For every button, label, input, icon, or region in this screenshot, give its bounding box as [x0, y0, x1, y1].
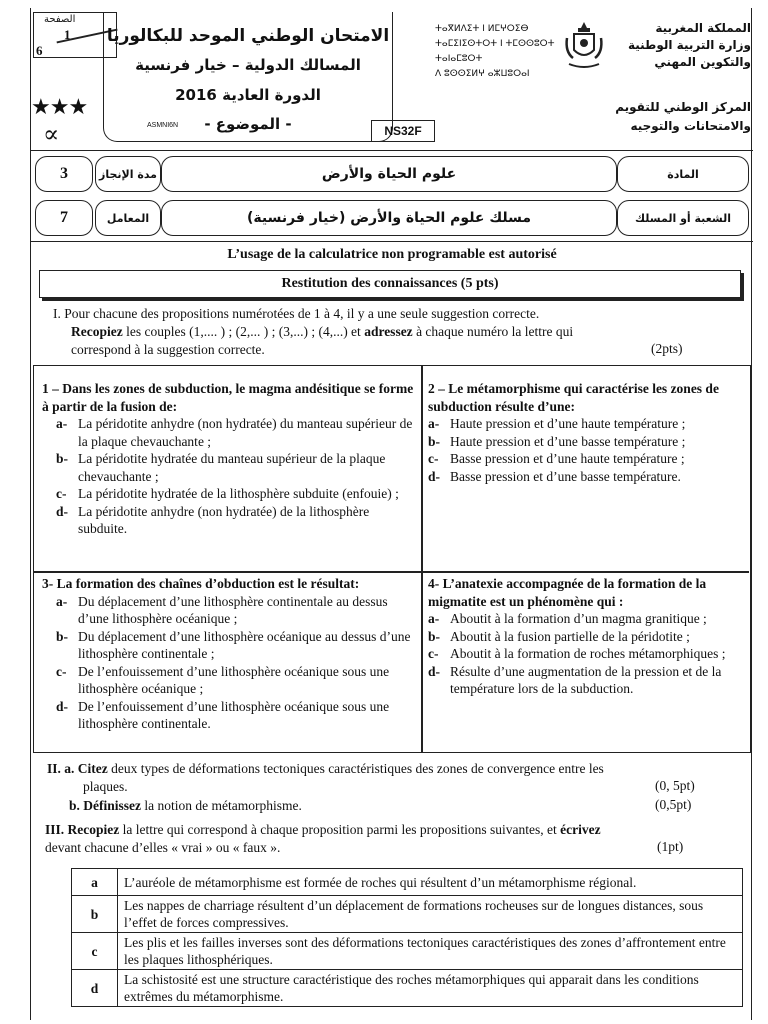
option-c: c- Basse pression et d’une haute température ;: [428, 451, 685, 466]
tifinagh-line: ⵜⴰⴳⵍⴷⵉⵜ ⵏ ⵍⵎⵖⵔⵉⴱ: [435, 24, 529, 34]
subject-label-box: [617, 156, 749, 192]
text: à chaque numéro la lettre qui: [412, 324, 574, 339]
option-d: d- De l’enfouissement d’une lithosphère océanique sous une lithosphère continentale.: [56, 698, 390, 731]
q3-points: (1pt): [657, 839, 684, 854]
page-number: 1: [64, 27, 71, 42]
subject-value: علوم الحياة والأرض: [321, 166, 457, 182]
text: deux types de déformations tectoniques caractéristiques des zones de convergence entre les: [107, 761, 604, 776]
exam-session: الدورة العادية 2016: [175, 86, 321, 104]
q1-intro: [53, 305, 753, 359]
exam-title: الامتحان الوطني الموحد للبكالوريا: [106, 26, 390, 46]
duration-value: 3: [60, 165, 68, 182]
question-grid: [33, 365, 751, 753]
row-letter: d: [72, 970, 118, 1007]
row-text: Les plis et les failles inverses sont des déformations tectoniques caractéristiques des zones d’affrontement entre les plaques lithosphériques.: [118, 933, 743, 970]
text: devant chacune d’elles « vrai » ou « faux ».: [45, 840, 281, 855]
evaluation-center: [489, 98, 751, 136]
keyword: b. Définissez: [69, 798, 141, 813]
question-head: 2 – Le métamorphisme qui caractérise les zones de subduction résulte d’une:: [428, 381, 719, 414]
row-letter: c: [72, 933, 118, 970]
option-d: d- La péridotite anhydre (non hydratée) de la lithosphère subduite.: [56, 503, 370, 536]
calculator-note: L’usage de la calculatrice non programable est autorisé: [227, 247, 557, 262]
q3: [45, 821, 751, 857]
tifinagh-line: ⴷ ⵓⵙⵙⵉⵍⵖ ⴰⵣⵡⵓⵔⴰⵏ: [435, 69, 530, 79]
row-letter: b: [72, 896, 118, 933]
option-a: a- Aboutit à la formation d’un magma granitique ;: [428, 611, 707, 626]
track-label-box: [617, 200, 749, 236]
option-d: d- Résulte d’une augmentation de la pression et de la température lors de la subduction.: [428, 663, 722, 696]
option-a: a- Du déplacement d’une lithosphère continentale au dessus d’une lithosphère océanique ;: [56, 593, 388, 626]
table-row: [72, 970, 743, 1007]
track-label: الشعبة أو المسلك: [635, 211, 731, 225]
table-row: [72, 896, 743, 933]
row-text: La schistosité est une structure caractéristique des roches métamorphiques qui apparait dans les conditions extrêmes du métamorphisme.: [118, 970, 743, 1007]
coefficient-label-box: [95, 200, 161, 236]
section-title: Restitution des connaissances (5 pts): [39, 270, 741, 298]
tifinagh-line: ⵜⴰⵎⵉⵏⵉⵙⵜⵔⵜ ⵏ ⵜⵎⵙⵙⵓⵔⵜ ⵜⴰⵏⴰⵎⵓⵔⵜ: [435, 39, 555, 64]
option-c: c- Aboutit à la formation de roches métamorphiques ;: [428, 646, 726, 661]
ministry-line: المملكة المغربية: [655, 21, 751, 35]
q2b: [69, 797, 629, 815]
proportional-icon: ∝: [43, 122, 60, 148]
page-label: الصفحة: [44, 14, 76, 25]
text: la notion de métamorphisme.: [141, 798, 302, 813]
ministry-line: وزارة التربية الوطنية: [627, 38, 751, 52]
q1-intro-line: I. Pour chacune des propositions numérotées de 1 à 4, il y a une seule suggestion correcte.: [53, 306, 540, 321]
text: les couples (1,.... ) ; (2,... ) ; (3,...) ; (4,...) et: [122, 324, 365, 339]
subject-value-box: [161, 156, 617, 192]
ministry-arabic: [617, 20, 751, 71]
center-line: والامتحانات والتوجيه: [630, 119, 751, 133]
exam-page: [30, 8, 752, 1020]
center-line: المركز الوطني للتقويم: [615, 100, 751, 114]
option-c: c- De l’enfouissement d’une lithosphère océanique sous une lithosphère océanique ;: [56, 663, 390, 696]
question-2: [428, 380, 748, 485]
option-b: b- Haute pression et d’une basse température ;: [428, 433, 686, 449]
option-c: c- La péridotite hydratée de la lithosphère subduite (enfouie) ;: [56, 486, 399, 501]
duration-label: مدة الإنجاز: [99, 167, 157, 181]
exam-subject-label: - الموضوع -: [204, 115, 292, 133]
coefficient-value: 7: [60, 209, 68, 226]
duration-value-box: [35, 156, 93, 192]
info-separator: [31, 241, 753, 242]
text: plaques.: [83, 779, 128, 794]
q1-intro-line: correspond à la suggestion correcte.: [71, 342, 265, 357]
option-d: d- Basse pression et d’une basse température.: [428, 468, 681, 484]
q2a: [47, 760, 747, 796]
coefficient-value-box: [35, 200, 93, 236]
text: la lettre qui correspond à chaque proposition parmi les propositions suivantes, et: [119, 822, 561, 837]
track-value-box: [161, 200, 617, 236]
tifinagh-ministry: [435, 22, 575, 82]
exam-small-code: ASMNI6N: [147, 122, 179, 129]
row-text: L’auréole de métamorphisme est formée de roches qui résultent d’un métamorphisme régional.: [118, 869, 743, 896]
grid-divider: [34, 571, 749, 573]
question-head: 3- La formation des chaînes d’obduction est le résultat:: [42, 576, 360, 591]
true-false-table: [71, 868, 743, 1007]
table-row: [72, 869, 743, 896]
ministry-line: والتكوين المهني: [654, 55, 751, 69]
option-a: a- Haute pression et d’une haute température ;: [428, 416, 686, 431]
keyword: III. Recopiez: [45, 822, 120, 837]
coefficient-label: المعامل: [106, 211, 150, 225]
exam-track: المسالك الدولية – خيار فرنسية: [135, 56, 361, 74]
option-b: b- Aboutit à la fusion partielle de la péridotite ;: [428, 628, 690, 644]
question-head: 1 – Dans les zones de subduction, le magma andésitique se forme à partir de la fusion de:: [42, 381, 414, 414]
keyword: Recopiez: [71, 324, 123, 339]
duration-label-box: [95, 156, 161, 192]
exam-code: NS32F: [371, 120, 435, 142]
option-b: b- Du déplacement d’une lithosphère océanique au dessus d’une lithosphère continentale ;: [56, 628, 411, 661]
track-value: مسلك علوم الحياة والأرض (خيار فرنسية): [246, 210, 532, 226]
q1-intro-line: [53, 323, 753, 341]
keyword: écrivez: [560, 822, 601, 837]
grid-divider: [421, 366, 423, 752]
q2b-points: (0,5pt): [655, 797, 692, 812]
option-b: b- La péridotite hydratée du manteau supérieur de la plaque chevauchante ;: [56, 451, 386, 484]
keyword: adressez: [364, 324, 413, 339]
row-text: Les nappes de charriage résultent d’un déplacement de formations rocheuses sur de longues distances, sous l’effet de forces compressives.: [118, 896, 743, 933]
question-head: 4- L’anatexie accompagnée de la formation de la migmatite est un phénomène qui :: [428, 576, 707, 609]
table-row: [72, 933, 743, 970]
header-separator: [31, 150, 753, 151]
stars-icon: ★★★: [31, 94, 88, 119]
row-letter: a: [72, 869, 118, 896]
q1-points: (2pts): [651, 341, 683, 356]
question-3: [42, 575, 416, 733]
subject-label: المادة: [667, 167, 699, 181]
q2a-points: (0, 5pt): [655, 778, 695, 793]
coat-of-arms-icon: [563, 18, 605, 74]
keyword: II. a. Citez: [47, 761, 108, 776]
option-a: a- La péridotite anhydre (non hydratée) du manteau supérieur de la plaque chevauchante ;: [56, 416, 413, 449]
question-1: [42, 380, 416, 538]
question-4: [428, 575, 748, 698]
page-total: 6: [36, 43, 43, 58]
